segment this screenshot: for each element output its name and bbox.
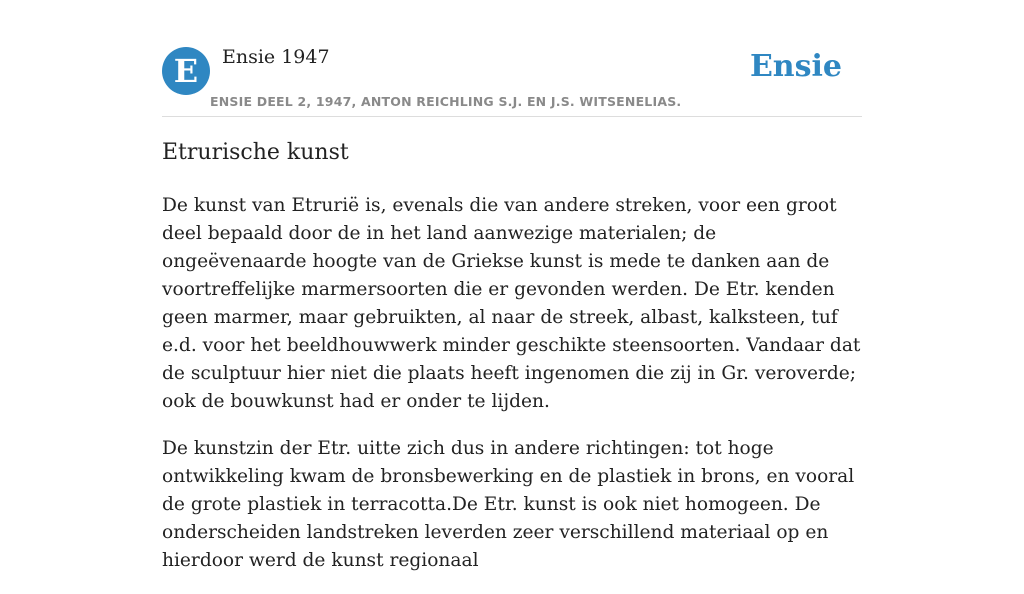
source-title[interactable]: Ensie 1947 <box>222 46 330 68</box>
source-subtitle: ENSIE DEEL 2, 1947, ANTON REICHLING S.J. EN J.S. WITSENELIAS. <box>210 94 682 109</box>
page-content <box>162 0 862 571</box>
paragraph: De kunst van Etrurië is, evenals die van andere streken, voor een groot deel bepaald door de in het land aanwezige materialen; de ongeëvenaarde hoogte van de Griekse kunst is mede te danken aan de voortreffelijke marmersoorten die er gevonden werden. De Etr. kenden geen marmer, maar gebruikten, al naar de streek, albast, kalksteen, tuf e.d. voor het beeldhouwwerk minder geschikte steensoorten. Vandaar dat de sculptuur hier niet die plaats heeft ingenomen die zij in Gr. veroverde; ook de bouwkunst had er onder te lijden. <box>162 195 861 412</box>
ensie-logo[interactable]: E <box>162 47 210 95</box>
article-body <box>162 192 862 594</box>
page-title: Etrurische kunst <box>162 140 349 165</box>
source-header <box>162 0 862 117</box>
brand-logo-link[interactable]: Ensie <box>749 49 842 84</box>
paragraph: De kunstzin der Etr. uitte zich dus in andere richtingen: tot hoge ontwikkeling kwam de bronsbewerking en de plastiek in brons, en vooral de grote plastiek in terracotta.De Etr. kunst is ook niet homogeen. De onderscheiden landstreken leverden zeer verschillend materiaal op en hierdoor werd de kunst regionaal <box>162 438 855 571</box>
